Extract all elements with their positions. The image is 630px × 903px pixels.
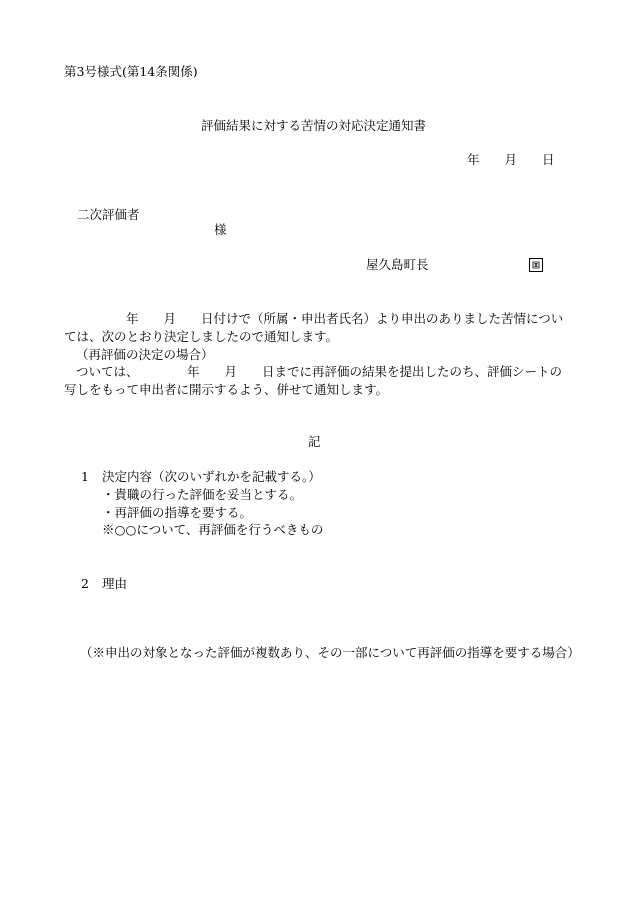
sender-name: 屋久島町長 — [366, 257, 429, 272]
footnote: （※申出の対象となった評価が複数あり、その一部について再評価の指導を要する場合） — [80, 645, 580, 660]
addressee-role: 二次評価者 — [77, 207, 140, 222]
item-1-number: 1 — [81, 469, 89, 484]
body-line-3-rest: 年 月 日までに再評価の結果を提出したのち、評価シートの — [187, 364, 563, 379]
item-1-heading: 決定内容（次のいずれかを記載する。） — [102, 469, 321, 484]
item-1-option-1: ・貴職の行った評価を妥当とする。 — [102, 487, 303, 502]
body-line-1: 年 月 日付けで（所属・申出者氏名）より申出のありました苦情につい — [126, 311, 564, 326]
re-evaluation-note: （再評価の決定の場合） — [76, 347, 214, 362]
item-1-option-3: ※○○について、再評価を行うべきもの — [102, 522, 324, 537]
item-2-heading: 理由 — [102, 576, 128, 591]
addressee-honorific: 様 — [214, 222, 227, 237]
body-line-3-start: ついては、 — [76, 364, 139, 379]
date-line: 年 月 日 — [467, 152, 555, 167]
ki-heading: 記 — [308, 434, 321, 449]
form-number: 第3号様式(第14条関係) — [64, 64, 198, 79]
seal-stamp-icon — [529, 258, 543, 272]
item-2-number: 2 — [81, 576, 89, 591]
body-line-2: ては、次のとおり決定しましたので通知します。 — [64, 329, 339, 344]
document-title: 評価結果に対する苦情の対応決定通知書 — [201, 118, 427, 133]
body-line-4: 写しをもって申出者に開示するよう、併せて通知します。 — [64, 382, 389, 397]
item-1-option-2: ・再評価の指導を要する。 — [102, 505, 253, 520]
